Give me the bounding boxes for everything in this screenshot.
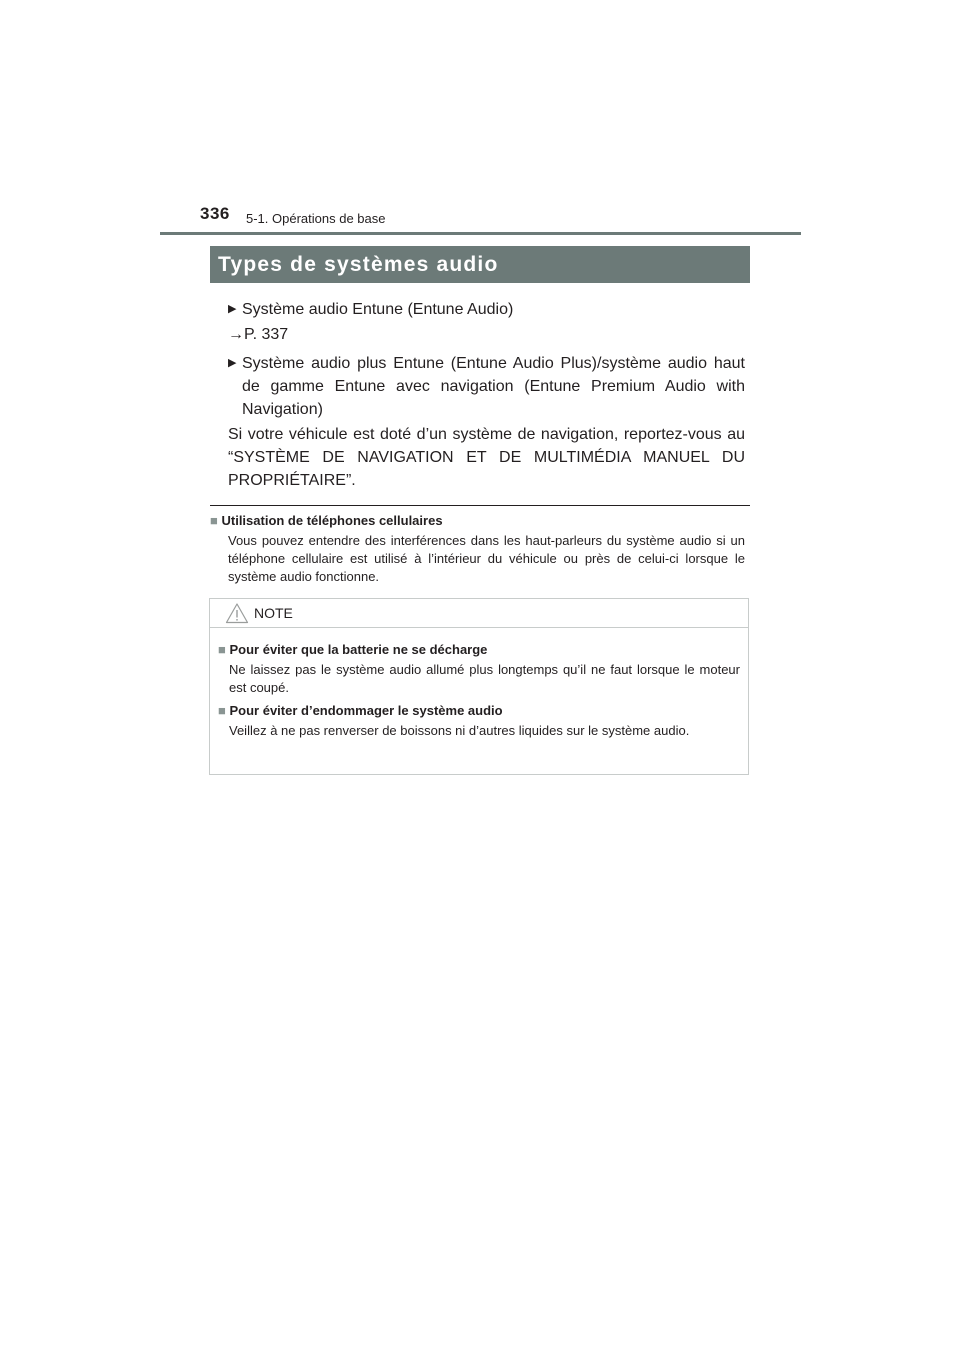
info-note-body: Vous pouvez entendre des interférences dans les haut-parleurs du système audio si un téléphone cellulaire est utilisé à l’intérieur du véhicule ou près de celui-ci lorsque le système audio fonctionne.: [228, 533, 745, 584]
section-divider: [210, 505, 750, 506]
notice-item-damage-body: Veillez à ne pas renverser de boissons ni d’autres liquides sur le système audio.: [229, 723, 690, 738]
section-label: 5-1. Opérations de base: [246, 211, 386, 226]
square-bullet-icon: ■: [218, 642, 226, 657]
notice-box: [209, 598, 749, 775]
notice-item-battery-body: Ne laissez pas le système audio allumé plus longtemps qu’il ne faut lorsque le moteur est coupé.: [229, 662, 740, 695]
bullet-item-entune-audio: [228, 298, 745, 321]
navigation-paragraph: Si votre véhicule est doté d’un système de navigation, reportez-vous au “SYSTÈME DE NAVIGATION ET DE MULTIMÉDIA MANUEL DU PROPRIÉTAIRE”.: [228, 426, 745, 489]
triangle-bullet-icon: ▶: [228, 357, 237, 369]
triangle-bullet-icon: ▶: [228, 303, 237, 315]
header-rule: [160, 232, 801, 235]
bullet-text: Système audio Entune (Entune Audio): [242, 301, 514, 318]
notice-item-title: Pour éviter que la batterie ne se décharge: [229, 642, 488, 657]
warning-triangle-icon: [225, 602, 249, 624]
page-reference-link[interactable]: →P. 337: [228, 326, 289, 343]
info-note-heading: [210, 513, 750, 528]
section-title: Types de systèmes audio: [210, 246, 750, 283]
notice-item-battery-heading: [218, 642, 487, 657]
square-bullet-icon: ■: [210, 513, 218, 528]
notice-label: NOTE: [254, 605, 293, 621]
bullet-text: Système audio plus Entune (Entune Audio Plus)/système audio haut de gamme Entune avec navigation (Entune Premium Audio with Navigation): [242, 355, 745, 418]
notice-item-title: Pour éviter d’endommager le système audio: [229, 703, 503, 718]
page-number: 336: [200, 204, 230, 223]
notice-item-damage-heading: [218, 703, 503, 718]
square-bullet-icon: ■: [218, 703, 226, 718]
notice-header: [210, 599, 748, 628]
info-note-title: Utilisation de téléphones cellulaires: [221, 513, 443, 528]
bullet-item-entune-premium: [228, 352, 745, 421]
